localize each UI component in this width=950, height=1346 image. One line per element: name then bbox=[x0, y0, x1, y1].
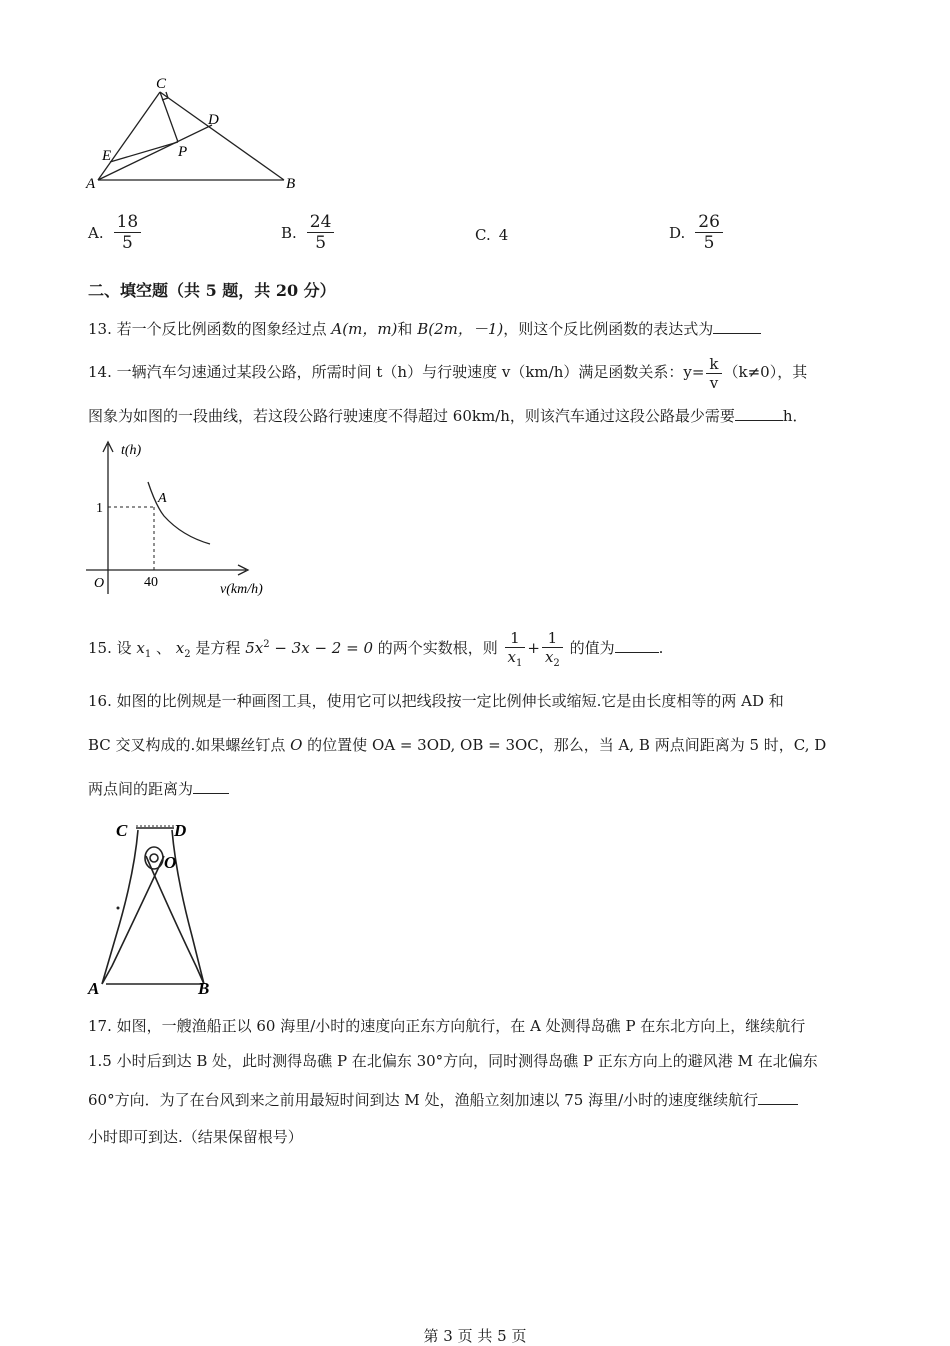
q15-plus: + bbox=[527, 639, 540, 657]
question-15 bbox=[88, 624, 663, 676]
q15-x1-sub: 1 bbox=[144, 649, 152, 660]
label-A: A bbox=[86, 176, 96, 192]
q13-text-end: ，则这个反比例函数的表达式为 bbox=[503, 320, 714, 338]
q16-point-o: O bbox=[290, 736, 303, 754]
question-14-line1 bbox=[88, 352, 807, 392]
q13-text-mid: 和 bbox=[397, 320, 418, 338]
q13-text: 13. 若一个反比例函数的图象经过点 bbox=[88, 320, 332, 338]
y-tick-label: 1 bbox=[96, 501, 103, 516]
answer-blank[interactable] bbox=[758, 1090, 798, 1105]
answer-blank[interactable] bbox=[193, 779, 229, 794]
q15-text-mid: 是方程 bbox=[190, 639, 246, 657]
answer-blank[interactable] bbox=[735, 406, 783, 421]
answer-blank[interactable] bbox=[713, 319, 761, 334]
q16-line2-text: BC 交叉构成的.如果螺丝钉点 bbox=[88, 736, 291, 754]
y-axis-label: t(h) bbox=[121, 443, 142, 458]
section-heading: 二、填空题（共 5 题，共 20 分） bbox=[88, 281, 336, 300]
choice-b bbox=[281, 212, 336, 254]
label-B: B bbox=[198, 979, 210, 998]
fraction-numerator: 18 bbox=[114, 212, 142, 233]
fraction-numerator: k bbox=[706, 355, 721, 374]
page-footer: 第 3 页 共 5 页 bbox=[423, 1327, 527, 1345]
q15-end: . bbox=[658, 639, 664, 657]
q14-text-end: （k≠0），其 bbox=[723, 363, 808, 381]
q15-sep: 、 bbox=[151, 639, 176, 657]
q15-x2: x bbox=[175, 639, 185, 657]
q15-text: 15. 设 bbox=[88, 639, 137, 657]
question-17-line1: 17. 如图，一艘渔船正以 60 海里/小时的速度向正东方向航行，在 A 处测得岛礁 P 在东北方向上，继续航行 bbox=[88, 1017, 806, 1035]
q15-x1: x bbox=[136, 639, 145, 657]
q15-x2-sub: 2 bbox=[184, 649, 191, 660]
question-13 bbox=[88, 318, 761, 340]
x-tick-label: 40 bbox=[144, 575, 158, 590]
label-D: D bbox=[208, 112, 219, 128]
q15-eq-a: 5x bbox=[245, 639, 264, 657]
choice-a-fraction bbox=[114, 212, 142, 254]
choice-b-label: B. bbox=[281, 223, 297, 242]
fraction-numerator: 1 bbox=[542, 629, 563, 648]
q15-text-end: 的值为 bbox=[564, 639, 615, 657]
q16-line3-text: 两点间的距离为 bbox=[88, 780, 194, 798]
answer-blank[interactable] bbox=[615, 638, 659, 653]
fraction-denominator: v bbox=[709, 373, 719, 392]
question-17-line3 bbox=[88, 1089, 798, 1111]
label-A: A bbox=[88, 979, 100, 998]
choice-c bbox=[475, 226, 508, 244]
q15-fraction-2 bbox=[542, 629, 563, 670]
fraction-denominator: 5 bbox=[703, 233, 715, 254]
label-P: P bbox=[178, 144, 188, 160]
question-17-line4: 小时即可到达.（结果保留根号） bbox=[88, 1128, 303, 1146]
q14-line2-text: 图象为如图的一段曲线，若这段公路行驶速度不得超过 60km/h，则该汽车通过这段公路最少需要 bbox=[88, 407, 735, 425]
choice-a-label: A. bbox=[88, 223, 104, 242]
label-C: C bbox=[116, 821, 128, 840]
q15-fraction-1 bbox=[505, 629, 526, 670]
choice-c-value: 4 bbox=[498, 226, 509, 244]
q14-line2-end: h． bbox=[782, 407, 808, 425]
choice-d bbox=[669, 212, 725, 254]
q15-eq-sup: 2 bbox=[263, 639, 270, 650]
proportional-compass-figure bbox=[86, 816, 226, 1000]
q16-line2-end: 的位置使 OA = 3OD, OB = 3OC，那么，当 A, B 两点间距离为 5 时，C, D bbox=[302, 736, 827, 754]
choice-d-label: D. bbox=[669, 223, 686, 242]
fraction-denominator: 5 bbox=[315, 233, 327, 254]
choice-d-fraction bbox=[695, 212, 723, 254]
choice-b-fraction bbox=[307, 212, 335, 254]
label-E: E bbox=[102, 148, 112, 164]
fraction-denominator bbox=[542, 648, 563, 670]
q15-text-mid2: 的两个实数根，则 bbox=[372, 639, 503, 657]
q14-graph bbox=[84, 436, 284, 602]
fraction-denominator-var: x bbox=[507, 647, 516, 666]
origin-label: O bbox=[94, 576, 105, 591]
question-14-line2 bbox=[88, 405, 808, 427]
q14-text: 14. 一辆汽车匀速通过某段公路，所需时间 t（h）与行驶速度 v（km/h）满足函数关系：y= bbox=[88, 363, 705, 381]
fraction-numerator: 1 bbox=[505, 629, 526, 648]
fraction-denominator: 5 bbox=[122, 233, 133, 254]
question-16-line3 bbox=[88, 778, 229, 800]
q13-point-b-coords: (2m，－1) bbox=[428, 320, 504, 338]
q13-point-a: A bbox=[331, 320, 343, 338]
fraction-denominator-sub: 2 bbox=[553, 657, 560, 669]
question-16-line1: 16. 如图的比例规是一种画图工具，使用它可以把线段按一定比例伸长或缩短.它是由长度相等的两 AD 和 bbox=[88, 692, 784, 710]
label-C: C bbox=[156, 76, 167, 92]
fraction-numerator: 26 bbox=[695, 212, 723, 233]
q13-point-a-coords: (m，m) bbox=[342, 320, 398, 338]
q14-fraction bbox=[706, 355, 721, 392]
q17-line3-text: 60°方向．为了在台风到来之前用最短时间到达 M 处，渔船立刻加速以 75 海里/小时的速度继续航行 bbox=[88, 1091, 759, 1109]
choice-c-label: C. bbox=[475, 226, 491, 244]
question-16-line2 bbox=[88, 734, 826, 756]
point-label: A bbox=[158, 491, 167, 506]
fraction-numerator: 24 bbox=[307, 212, 335, 233]
q12-triangle-figure bbox=[82, 72, 312, 196]
choice-a bbox=[88, 212, 143, 254]
x-axis-label: v(km/h) bbox=[220, 582, 263, 597]
q15-eq-b: − 3x − 2 = 0 bbox=[269, 639, 373, 657]
fraction-denominator-var: x bbox=[544, 647, 554, 666]
q13-point-b: B bbox=[417, 320, 429, 338]
label-O: O bbox=[164, 853, 177, 872]
label-B: B bbox=[286, 176, 296, 192]
label-D: D bbox=[174, 821, 187, 840]
question-17-line2: 1.5 小时后到达 B 处，此时测得岛礁 P 在北偏东 30°方向，同时测得岛礁 P 正东方向上的避风港 M 在北偏东 bbox=[88, 1052, 818, 1070]
fraction-denominator-sub: 1 bbox=[516, 657, 523, 669]
fraction-denominator bbox=[505, 648, 526, 670]
